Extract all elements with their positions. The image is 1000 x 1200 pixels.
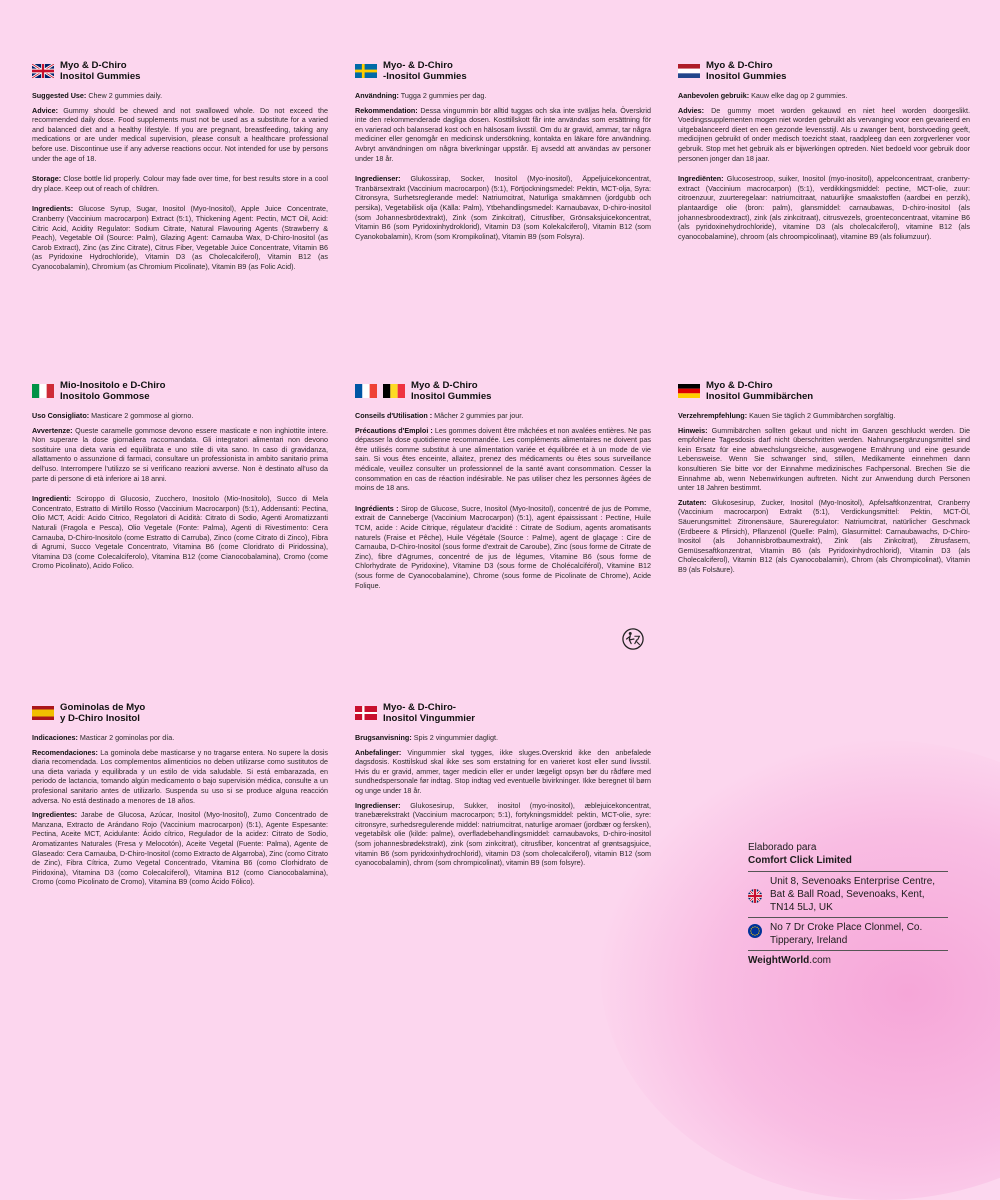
label: Uso Consigliato: [32, 411, 90, 420]
label: Anbefalinger: [355, 747, 402, 757]
netherlands-flag-icon [678, 64, 700, 78]
text: Masticare 2 gommose al giorno. [89, 411, 194, 420]
text: Mâcher 2 gummies par jour. [432, 411, 524, 420]
section-header [355, 380, 651, 402]
text: Chew 2 gummies daily. [86, 91, 163, 100]
brand-url [748, 954, 948, 968]
advice [355, 106, 651, 164]
suggested-use [355, 91, 651, 101]
title-line-1: Myo- & D-Chiro [383, 60, 453, 71]
eu-flag-icon [748, 924, 762, 938]
ingredients [355, 504, 651, 590]
text: Vingummier skal tygges, ikke sluges.Overskrid ikke den anbefalede dagsdosis. Kosttilskud skal ikke ses som erstatning for en varieret kost eller sund livsstil. Hvis du er gravid, ammer, tager medicin eller er under lægeligt opsyn bør du rådføre med sundhedspersonale før indtag. Stop indtag ved eventuelle bivirkninger. Ikke beregnet til børn og unge under 18 år. [355, 747, 651, 795]
ingredients [32, 810, 328, 887]
label: Verzehrempfehlung: [678, 411, 748, 420]
advice [678, 106, 970, 164]
title-line-1: Myo & D-Chiro [60, 60, 127, 71]
label: Användning: [355, 91, 399, 100]
title-line-2: Inositol Vingummier [383, 713, 476, 724]
text: Glukossirap, Socker, Inositol (Myo-inositol), Äppeljuicekoncentrat, Tranbärsextrakt (Vaccinium macrocarpon) (5:1), Förtjockningsmedel: Pektin, MCT-olja, Syra: Citronsyra, Surhetsreglerande medel: Natriumcitrat, Naturliga smakämnen (jordgubb och persika), Vegetabilisk olja (Källa: Palm), Ytbehandlingsmedel: Karnaubavax, D-chiro-inositol (som Johannesbrödextrakt), Zink (som Zinkcitrat), Citrusfiber, Grönsaksjuicekoncentrat, Vitamin B6 (som Pyridoxinhydroklorid), Vitamin D3 (som Kolekalciferol), Vitamin B12 (som Cyanokobalamin), Krom (som Krompikolinat), Vitamin B9 (som Folsyra). [355, 174, 651, 241]
suggested-use [32, 733, 328, 743]
title-line-1: Myo & D-Chiro [411, 380, 478, 391]
uk-address: Unit 8, Sevenoaks Enterprise Centre, Bat & Ball Road, Sevenoaks, Kent, TN14 5LJ, UK [770, 876, 936, 913]
suggested-use [355, 733, 651, 743]
section-title [411, 380, 492, 402]
text: Tugga 2 gummies per dag. [398, 91, 487, 100]
section-header [32, 702, 328, 724]
section-header [678, 60, 970, 82]
text: Glukosesirup, Zucker, Inositol (Myo-Inositol), Apfelsaftkonzentrat, Cranberry (Vaccinium macrocarpon) Extrakt (5:1), Verdickungsmittel: Pektin, MCT-Öl, Säuerungsmittel: Zitronensäure, Säureregulator: Natriumcitrat, natürlicher Geschmack (Erdbeere & Pfirsich), Pflanzenöl (Quelle: Palm), Glasurmittel: Carnaubawachs, D-Chiro-Inositol (als Johannisbrotbaumextrakt), Zink (als Zinkcitrat), Zitrusfasern, Gemüsesaftkonzentrat, Vitamin B6 (als Pyridoxinhydrochlorid), Vitamin D3 (als Cholecalciferol), Vitamin B12 (als Cyanocobalamin), Chrom (als Chrompicolinat), Vitamin B9 (als Folsäure). [678, 497, 970, 574]
section-title [706, 60, 787, 82]
section-swedish [355, 60, 651, 246]
divider [748, 871, 948, 872]
label: Ingredienser: [355, 174, 401, 184]
section-header [32, 380, 328, 402]
section-title [60, 702, 145, 724]
advice [355, 426, 651, 493]
text: La gominola debe masticarse y no tragarse entera. No supere la dosis diaria recomendada. Los complementos alimenticios no deben utilizarse como sustitutos de una dieta variada y equilibrada y un estilo de vida saludable. Si está embarazada, en periodo de lactancia, tomando algún medicamento o bajo supervisión médica, consulte a un profesional sanitario antes de utilizarlo. Suspenda su uso si se produce alguna reacción adversa. No está destinado a menores de 18 años. [32, 747, 328, 805]
text: Glucose Syrup, Sugar, Inositol (Myo-Inositol), Apple Juice Concentrate, Cranberry (Vaccinium macrocarpon) Extract (5:1), Thickening Agent: Pectin, MCT Oil, Acid: Citric Acid, Acidity Regulator: Sodium Citrate, Natural Flavouring Agents (Strawberry & Peach), Vegetable Oil (Source: Palm), Glazing Agent: Carnauba Wax, D-Chiro-Inositol (as Carob Extract), Zinc (as Zinc Citrate), Citrus Fiber, Vegetable Juice Concentrate, Vitamin B6 (as Pyridoxine Hydrochloride), Vitamin D3 (as Cholecalciferol), Vitamin B12 (as Cyanocobalamin), Chromium (as Chromium Picolinate), Vitamin B9 (as Folic Acid). [32, 204, 328, 271]
label: Brugsanvisning: [355, 733, 412, 742]
ingredients [678, 174, 970, 241]
advice [355, 748, 651, 796]
text: Sirop de Glucose, Sucre, Inositol (Myo-Inositol), concentré de jus de Pomme, extrait de Canneberge (Vaccinium Macrocarpon) (5:1), agent épaississant : Pectine, Huile TCM, acide : Acide Citrique, régulateur d'acidité : Citrate de Sodium, agents aromatisants naturels (Fraise et Pêche), Huile Végétale (Source : Palme), agent de glaçage : Cire de Carnauba, D-Chiro-Inositol (sous forme d'extrait de Caroube), Zinc (sous forme de Citrate de Zinc), fibre d'Agrumes, concentré de jus de légumes, Vitamine B6 (sous forme de Chlorhydrate de Pyridoxine), Vitamine D3 (sous forme de Cholécalciférol), Vitamine B12 (sous forme de Cyanocobalamine), Chrome (sous forme de Picolinate de Chrome), Acide Folique. [355, 503, 651, 590]
label: Zutaten: [678, 497, 707, 507]
label: Conseils d'Utilisation : [355, 411, 433, 420]
section-spanish [32, 702, 328, 892]
title-line-2: -Inositol Gummies [383, 71, 467, 82]
title-line-1: Myo- & D-Chiro- [383, 702, 457, 713]
advice [32, 426, 328, 484]
advice [32, 106, 328, 164]
suggested-use [32, 411, 328, 421]
denmark-flag-icon [355, 706, 377, 720]
ingredients [355, 801, 651, 868]
uk-flag-icon [748, 889, 762, 903]
section-title [60, 60, 141, 82]
text: Close bottle lid properly. Colour may fade over time, for best results store in a cool dry place. Keep out of reach of children. [32, 174, 328, 193]
company-name: Comfort Click Limited [748, 855, 852, 866]
spain-flag-icon [32, 706, 54, 720]
text: Masticar 2 gominolas por día. [77, 733, 175, 742]
text: Glucosestroop, suiker, Inositol (myo-inositol), appelconcentraat, cranberry-extract (Vaccinium macrocarpon) (5:1), verdikkingsmiddel: pectine, MCT-olie, zuur: citroenzuur, zuurteregelaar: natriumcitraat, natuurlijke smaakstoffen (aardbei en perzik), plantaardige olie (bron: palm), glansmiddel: carnaubawas, D-chiro-inositol (als johannesbroodextract), zink (als zinkcitraat), citrusvezels, groenteconcentraat, vitamine B6 (als pyridoxinehydrochloride), vitamine D3 (als cholecalciferol), vitamine B12 (als cyanocobalamine), chroom (als chroompicolinaat), vitamine B9 (als foliumzuur). [678, 174, 970, 241]
belgium-flag-icon [383, 384, 405, 398]
label: Ingredienser: [355, 800, 401, 810]
brand-name: WeightWorld [748, 955, 810, 966]
section-italian [32, 380, 328, 576]
label: Suggested Use: [32, 91, 87, 100]
section-header [32, 60, 328, 82]
uk-address-row [748, 875, 948, 914]
text: Sciroppo di Glucosio, Zucchero, Inositolo (Mio-Inositolo), Succo di Mela Concentrato, Estratto di Mirtillo Rosso (Vaccinium Macrocarpon) (5:1), Addensanti: Pectina, Olio MCT, Acidi: Acido Citrico, Regolatori di Acidità: Citrato di Sodio, Agenti Aromatizzanti Naturali (Fragola e Pesca), Olio Vegetale (Fonte: Palma), Agenti di Rivestimento: Cera Carnauba, D-Chiro-Inositolo (come Estratto di Carruba), Zinco (come Citrato di Zinco), Fibra di Agrumi, Succo Vegetale Concentrato, Vitamina B6 (come Cloridrato di Piridossina), Vitamina D3 (come Colecalciferolo), Vitamina B12 (come Cianocobalamina), Cromo (come Cromo Picolinato), Acido Folico. [32, 494, 328, 571]
section-title [706, 380, 813, 402]
section-french [355, 380, 651, 595]
ingredients [32, 494, 328, 571]
title-line-1: Myo & D-Chiro [706, 380, 773, 391]
suggested-use [678, 91, 970, 101]
text: Kauw elke dag op 2 gummies. [749, 91, 848, 100]
section-title [383, 60, 467, 82]
section-danish [355, 702, 651, 873]
text: Les gommes doivent être mâchées et non avalées entières. Ne pas dépasser la dose quotidienne recommandée. Les compléments alimentaires ne doivent pas être utilisés comme substitut à une alimentation variée et équilibrée et à un mode de vie sain. Si vous êtes enceinte, allaitez, prenez des médicaments ou êtes sous surveillance médicale, veuillez consulter un professionnel de la santé avant consommation. Cesser la consommation en cas de réaction indésirable. Ne pas utiliser chez les personnes âgées de moins de 18 ans. [355, 425, 651, 493]
label: Ingredients: [32, 204, 74, 214]
brand-suffix: .com [809, 955, 831, 966]
text: De gummy moet worden gekauwd en niet heel worden doorgeslikt. Voedingssupplementen mogen niet worden gebruikt als vervanging voor een gevarieerd en uitgebalanceerd dieet en een gezonde levensstijl. Als u zwanger bent, borstvoeding geeft, medicijnen gebruikt of onder medisch toezicht staat, raadpleeg dan een zorgverlener voor gebruik. Stop met het gebruik als er bijwerkingen optreden. Niet bedoeld voor gebruik door personen jonger dan 18 jaar. [678, 105, 970, 163]
section-title [383, 702, 475, 724]
storage [32, 174, 328, 193]
background-pink-blob [600, 740, 1000, 1200]
text: Jarabe de Glucosa, Azúcar, Inositol (Myo-Inositol), Zumo Concentrado de Manzana, Extracto de Arándano Rojo (Vaccinium macrocarpon) (5:1), Agente Espesante: Pectina, Aceite MCT, Acidulante: Ácido cítrico, Regulador de la acidez: Citrato de Sodio, Aromatizantes Naturales (Fresa y Melocotón), Aceite Vegetal (Fuente: Palma), Agente de Glaseado: Cera Carnauba, D-Chiro-Inositol (como Extracto de Algarroba), Zinc (como Citrato de Zinc), Fibra Cítrica, Zumo Vegetal Concentrado, Vitamina B6 (como Clorhidrato de Piridoxina), Vitamina D3 (como Colecalciferol), Vitamina B12 (como Cianocobalamina), Cromo (como Picolinato de Cromo), Vitamina B9 (como Ácido Fólico). [32, 810, 329, 887]
label: Ingrediënten: [678, 174, 724, 184]
title-line-1: Gominolas de Myo [60, 702, 146, 713]
label: Advice: [32, 105, 58, 115]
title-line-2: Inositol Gummies [60, 71, 141, 82]
advice [32, 748, 328, 806]
italy-flag-icon [32, 384, 54, 398]
section-title [60, 380, 166, 402]
divider [748, 950, 948, 951]
title-line-1: Mio-Inositolo e D-Chiro [60, 380, 166, 391]
france-flag-icon [355, 384, 377, 398]
label: Advies: [678, 105, 704, 115]
section-dutch [678, 60, 970, 246]
label: Aanbevolen gebruik: [678, 91, 750, 100]
text: Glukosesirup, Sukker, inositol (myo-inositol), æblejuicekoncentrat, tranebærekstrakt (Vaccinium macrocarpon; 5:1), fortykningsmiddel: pektin, MCT-olie, syre: citronsyre, surhedsregulerende middel: natriumcitrat, naturlige aromaer (jordbær og fersken), vegetabilsk olie (kilde: palme), overfladebehandlingsmiddel: carnaubavoks, D-chiro-inositol (som johannesbrødekstrakt), zink (som zinkcitrat), citrusfiber, koncentrat af grøntsagsjuice, vitamin B6 (som pyridoxinhydrochlorid), vitamin D3 (som cholecalciferol), vitamin B12 (som cyanocobalamin), chrom (som chrompicolinat), vitamin B9 (som folsyre). [355, 800, 651, 868]
title-line-2: Inositol Gummies [706, 71, 787, 82]
divider [748, 917, 948, 918]
title-line-2: Inositol Gummibärchen [706, 391, 814, 402]
ie-address-row [748, 921, 948, 947]
ingredients [355, 174, 651, 241]
text: Queste caramelle gommose devono essere masticate e non inghiottite intere. Non superare la dose giornaliera raccomandata. Gli integratori alimentari non devono sostituire una dieta varia ed equilibrata e uno stile di vita sano. In caso di gravidanza, allattamento o assunzione di farmaci, consultare un professionista in ambito sanitario prima dell'uso. Interrompere l'utilizzo se si verificano reazioni avverse. Non è destinato all'uso da parte di persone di età inferiore ai 18 anni. [32, 425, 328, 483]
text: Gummy should be chewed and not swallowed whole. Do not exceed the recommended daily dose. Food supplements must not be used as a substitute for a varied and balanced diet and a healthy lifestyle. If you are pregnant, breastfeeding, taking any medications or are under medical supervision, please consult a healthcare professional before use. Discontinue use if any adverse reactions occur. Not intended for use by persons under the age of 18. [32, 105, 328, 163]
label: Précautions d'Emploi : [355, 425, 433, 435]
title-line-2: Inositol Gummies [411, 391, 492, 402]
label: Hinweis: [678, 425, 708, 435]
section-header [355, 702, 651, 724]
label: Rekommendation: [355, 105, 418, 115]
title-line-1: Myo & D-Chiro [706, 60, 773, 71]
label: Ingredienti: [32, 494, 72, 504]
text: Gummibärchen sollten gekaut und nicht im Ganzen geschluckt werden. Die empfohlene Tagesdosis darf nicht überschritten werden. Nahrungsergänzungsmittel sind kein Ersatz für eine abwechslungsreiche, ausgewogene Ernährung und eine gesunde Lebensweise. Wenn Sie schwanger sind, stillen, Medikamente einnehmen dann konsultieren Sie bitte vor der Einnahme medizinisches Fachpersonal. Brechen Sie die Einnahme ab, wenn Nebenwirkungen auftreten. Nicht zur Anwendung durch Personen unter 18 Jahren bestimmt. [678, 425, 970, 493]
suggested-use [355, 411, 651, 421]
label: Indicaciones: [32, 733, 78, 742]
triman-recycling-icon [622, 628, 644, 650]
section-german [678, 380, 970, 580]
ingredients [678, 498, 970, 575]
sweden-flag-icon [355, 64, 377, 78]
label: Ingrédients : [355, 503, 399, 513]
label: Ingredientes: [32, 810, 78, 820]
section-header [678, 380, 970, 402]
label: Recomendaciones: [32, 747, 98, 757]
title-line-2: Inositolo Gommose [60, 391, 150, 402]
suggested-use [678, 411, 970, 421]
text: Spis 2 vingummier dagligt. [411, 733, 499, 742]
made-for-label: Elaborado para [748, 842, 817, 853]
advice [678, 426, 970, 493]
text: Dessa vingummin bör alltid tuggas och ska inte sväljas hela. Överskrid inte den rekommenderade dagliga dosen. Kosttillskott får inte användas som ersättning för en varierad och balanserad kost och en hälsosam livsstil. Om du är gravid, ammar, tar några mediciner eller genomgår en medicinsk undersökning, kontakta en läkare före användning. Avbryt användningen om några biverkningar uppstår. Ej avsedd att användas av personer under 18 år. [355, 105, 651, 163]
text: Kauen Sie täglich 2 Gummibärchen sorgfältig. [747, 411, 896, 420]
germany-flag-icon [678, 384, 700, 398]
section-english [32, 60, 328, 277]
label: Avvertenze: [32, 425, 73, 435]
ingredients [32, 204, 328, 271]
manufacturer-info [748, 842, 948, 968]
ie-address: No 7 Dr Croke Place Clonmel, Co. Tipperary, Ireland [770, 922, 923, 946]
label: Storage: [32, 174, 62, 184]
uk-flag-icon [32, 64, 54, 78]
section-header [355, 60, 651, 82]
suggested-use [32, 91, 328, 101]
title-line-2: y D-Chiro Inositol [60, 713, 140, 724]
